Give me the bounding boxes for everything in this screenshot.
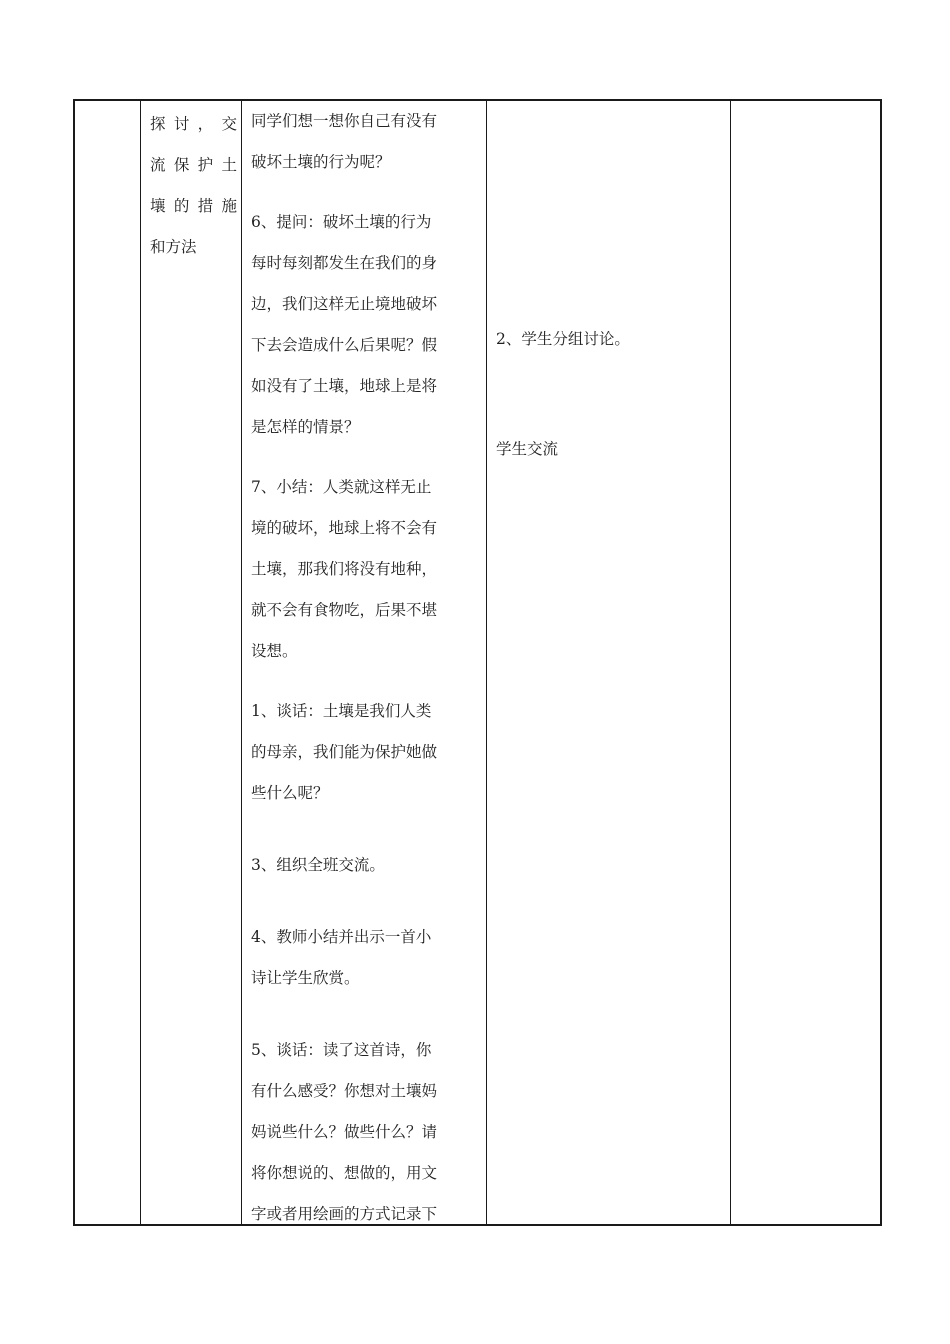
teacher-activity-cell [241, 101, 486, 1235]
teacher-text-line: 些什么呢？ [251, 784, 329, 802]
teacher-text-line: 同学们想一想你自己有没有 [251, 112, 438, 130]
teacher-text-line: 7、小结：人类就这样无止 [251, 478, 432, 496]
teacher-text-line: 4、教师小结并出示一首小 [251, 928, 432, 946]
activity-title-cell [140, 101, 241, 268]
teacher-text-line: 将你想说的、想做的，用文 [251, 1164, 438, 1182]
teacher-text-line: 6、提问：破坏土壤的行为 [251, 213, 432, 231]
teacher-text-line: 设想。 [251, 642, 298, 660]
activity-title-line: 探 讨 ， 交 [150, 115, 237, 133]
student-text-line: 2、学生分组讨论。 [496, 330, 630, 348]
teacher-text-line: 如没有了土壤，地球上是将 [251, 377, 438, 395]
student-text-line: 学生交流 [496, 440, 559, 458]
teacher-text-line: 就不会有食物吃，后果不堪 [251, 601, 438, 619]
lesson-plan-table [73, 99, 882, 1226]
teacher-text-line: 有什么感受？你想对土壤妈 [251, 1082, 438, 1100]
teacher-text-line: 诗让学生欣赏。 [251, 969, 360, 987]
teacher-text-line: 土壤，那我们将没有地种， [251, 560, 438, 578]
teacher-text-line: 5、谈话：读了这首诗，你 [251, 1041, 432, 1059]
activity-title-line: 流 保 护 土 [150, 156, 237, 174]
teacher-text-line: 妈说些什么？做些什么？请 [251, 1123, 438, 1141]
teacher-text-line: 1、谈话：土壤是我们人类 [251, 702, 432, 720]
activity-title-line: 和方法 [150, 238, 197, 256]
activity-title-line: 壤 的 措 施 [150, 197, 237, 215]
column-divider [730, 101, 731, 1224]
teacher-text-line: 的母亲，我们能为保护她做 [251, 743, 438, 761]
teacher-text-line: 每时每刻都发生在我们的身 [251, 254, 438, 272]
column-divider [140, 101, 141, 1224]
teacher-text-line: 下去会造成什么后果呢？假 [251, 336, 438, 354]
teacher-text-line: 境的破坏，地球上将不会有 [251, 519, 438, 537]
teacher-text-line: 3、组织全班交流。 [251, 856, 385, 874]
teacher-text-line: 是怎样的情景？ [251, 418, 360, 436]
column-divider [486, 101, 487, 1224]
teacher-text-line: 边，我们这样无止境地破坏 [251, 295, 438, 313]
teacher-text-line: 字或者用绘画的方式记录下 [251, 1205, 438, 1223]
teacher-text-line: 破坏土壤的行为呢？ [251, 153, 391, 171]
